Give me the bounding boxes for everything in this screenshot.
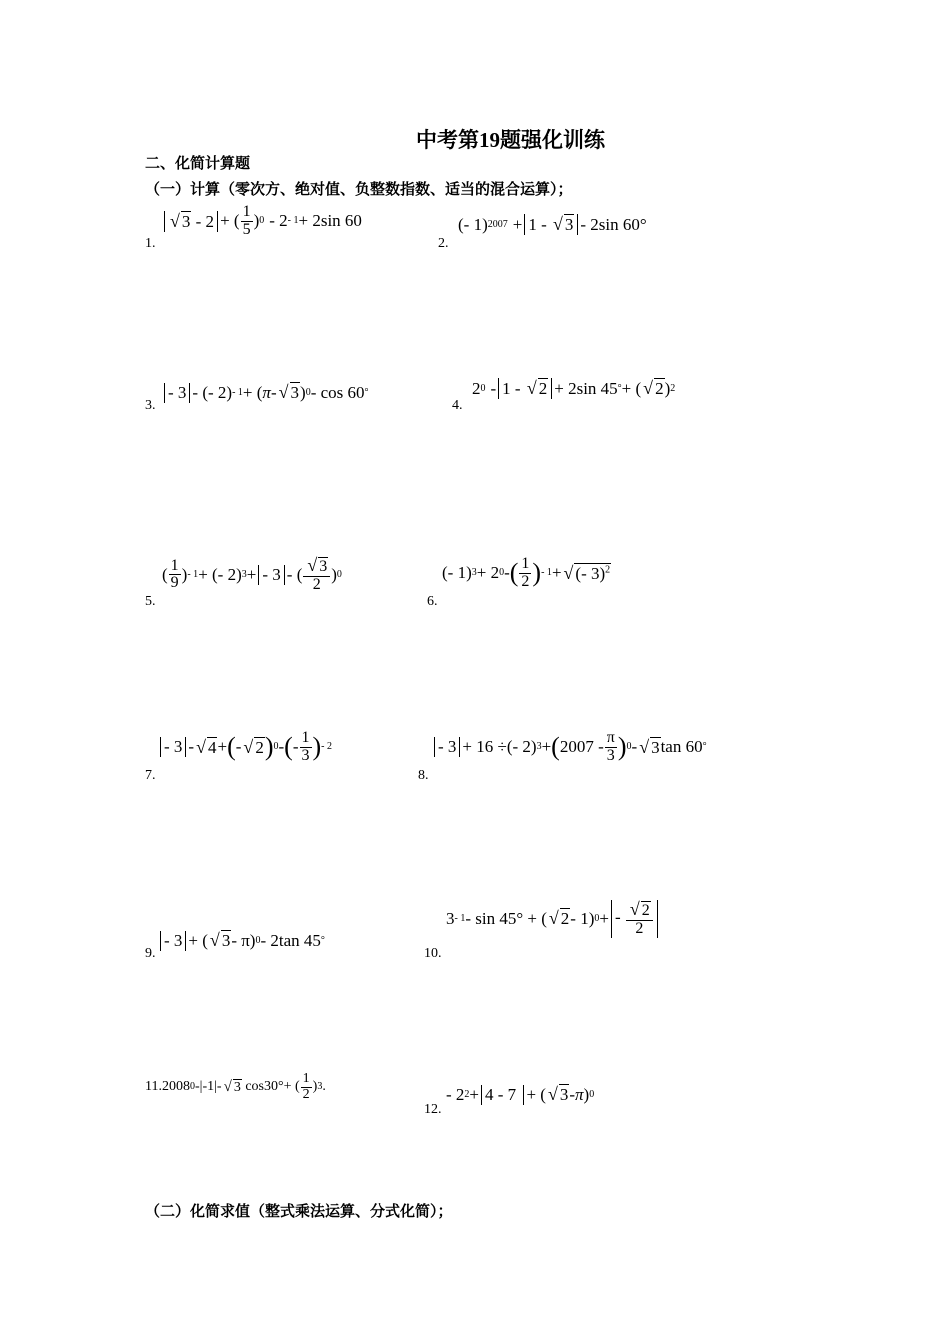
problem-expression-1: √ 3 - 2 + ( $\frac{1}{5}$ ) 0 - 2 - 1 + 2sin 60 — [162, 204, 362, 239]
subsection-heading-1: （一）计算（零次方、绝对值、负整数指数、适当的混合运算）； — [145, 182, 573, 198]
problem-expression-5: ( $\frac{1}{9}$ ) - 1 + (- 2) 3 + - 3 - ( $\frac{√ 3}{2}$ ) 0 — [162, 555, 342, 593]
problem-expression-11: 11.2008 0 -|-1|- √ 3 cos30°+ ( $\frac{1}{2}$ ) 3 . — [145, 1071, 326, 1102]
problem-expression-10: 3 - 1 - sin 45° + ( √ 2 - 1) 0 + - $\frac{√ 2}{2}$ — [446, 900, 660, 938]
problem-number-1: 1. — [145, 236, 156, 251]
problem-expression-12: - 2 2 + 4 - 7 + ( √ 3 - π ) 0 — [446, 1084, 595, 1104]
problem-expression-8: - 3 + 16 ÷(- 2) 3 + ( 2007 - $\frac{\pi}{3}$ ) 0 - √ 3 tan 60 ° — [432, 730, 707, 765]
problem-number-8: 8. — [418, 768, 429, 783]
problem-number-11: 11.2008 — [145, 1079, 190, 1095]
problem-expression-4: 2 0 - 1 - √ 2 + 2sin 45 ° + ( √ 2 ) 2 — [472, 378, 676, 398]
problem-number-4: 4. — [452, 398, 463, 413]
problem-number-12: 12. — [424, 1102, 442, 1117]
problem-number-9: 9. — [145, 946, 156, 961]
problem-expression-7: - 3 - √ 4 + ( - √ 2 ) 0 - ( - $\frac{1}{3}$ ) - 2 — [158, 730, 332, 765]
problem-number-7: 7. — [145, 768, 156, 783]
subsection-heading-2: （二）化简求值（整式乘法运算、分式化简）； — [145, 1204, 453, 1220]
problem-number-2: 2. — [438, 236, 449, 251]
problem-expression-2: (- 1) 2007 + 1 - √ 3 - 2sin 60° — [458, 214, 647, 234]
problem-number-5: 5. — [145, 594, 156, 609]
problem-expression-3: - 3 - (- 2) - 1 + ( π - √ 3 ) 0 - cos 60 ° — [162, 382, 369, 403]
problem-number-6: 6. — [427, 594, 438, 609]
problem-expression-6: (- 1) 3 + 2 0 - ( $\frac{1}{2}$ ) - 1 + √ (- 3)$^2$ — [442, 555, 611, 590]
problem-expression-9: - 3 + ( √ 3 - π) 0 - 2tan 45 ° — [158, 930, 325, 951]
problem-number-3: 3. — [145, 398, 156, 413]
section-heading: 二、化简计算题 — [145, 156, 251, 172]
page-title: 中考第19题强化训练 — [416, 128, 605, 152]
problem-number-10: 10. — [424, 946, 442, 961]
